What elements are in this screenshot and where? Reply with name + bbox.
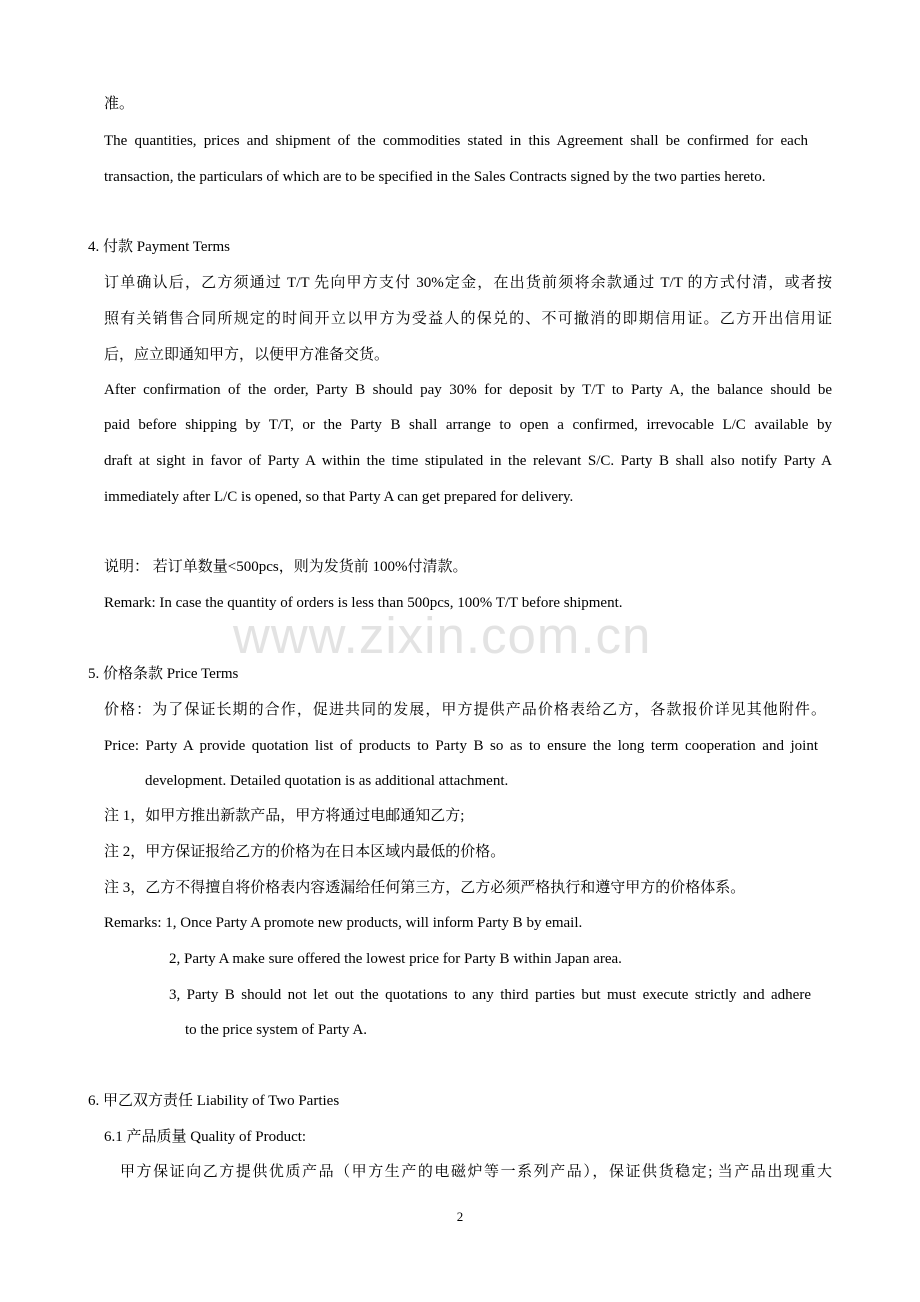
section4-remark-cn: 说明： 若订单数量<500pcs，则为发货前 100%付清款。 — [104, 559, 468, 575]
section4-heading: 4. 付款 Payment Terms — [88, 239, 230, 255]
section5-en-price-line-1: Price: Party A provide quotation list of products to Party B so as to ensure the long term cooperation and joint — [104, 738, 818, 754]
section5-note-2: 注 2，甲方保证报给乙方的价格为在日本区域内最低的价格。 — [104, 844, 506, 860]
section5-cn-price: 价格：为了保证长期的合作，促进共同的发展，甲方提供产品价格表给乙方，各款报价详见其他附件。 — [104, 702, 826, 718]
section5-en-price-line-2: development. Detailed quotation is as additional attachment. — [145, 773, 509, 789]
section6-heading: 6. 甲乙双方责任 Liability of Two Parties — [88, 1093, 340, 1109]
section3-continuation: 准。 — [104, 96, 135, 112]
section4-en-line-2: paid before shipping by T/T, or the Party B shall arrange to open a confirmed, irrevocable L/C available by — [104, 417, 832, 433]
section5-remarks-1: Remarks: 1, Once Party A promote new products, will inform Party B by email. — [104, 915, 583, 931]
section3-en-line-2: transaction, the particulars of which are to be specified in the Sales Contracts signed by the two parties hereto. — [104, 169, 766, 185]
section4-en-line-4: immediately after L/C is opened, so that Party A can get prepared for delivery. — [104, 489, 574, 505]
page-number: 2 — [456, 1209, 464, 1224]
section4-cn-line-1: 订单确认后，乙方须通过 T/T 先向甲方支付 30%定金，在出货前须将余款通过 T/T 的方式付清，或者按 — [104, 275, 832, 291]
section5-note-3: 注 3，乙方不得擅自将价格表内容透漏给任何第三方，乙方必须严格执行和遵守甲方的价格体系。 — [104, 880, 746, 896]
section4-cn-line-3: 后，应立即通知甲方，以便甲方准备交货。 — [104, 347, 390, 363]
watermark: www.zixin.com.cn — [233, 607, 652, 664]
section5-remarks-2: 2, Party A make sure offered the lowest price for Party B within Japan area. — [169, 951, 622, 967]
section4-remark-en: Remark: In case the quantity of orders is less than 500pcs, 100% T/T before shipment. — [104, 595, 623, 611]
section5-remarks-3b: to the price system of Party A. — [185, 1022, 368, 1038]
section6-sub-heading: 6.1 产品质量 Quality of Product: — [104, 1129, 307, 1145]
section5-heading: 5. 价格条款 Price Terms — [88, 666, 239, 682]
section4-en-line-1: After confirmation of the order, Party B should pay 30% for deposit by T/T to Party A, the balance should be — [104, 382, 832, 398]
section5-note-1: 注 1，如甲方推出新款产品，甲方将通过电邮通知乙方; — [104, 808, 465, 824]
section5-remarks-3a: 3, Party B should not let out the quotations to any third parties but must execute strictly and adhere — [169, 987, 811, 1003]
section3-en-line-1: The quantities, prices and shipment of the commodities stated in this Agreement shall be confirmed for each — [104, 133, 808, 149]
section4-en-line-3: draft at sight in favor of Party A within the time stipulated in the relevant S/C. Party B shall also notify Party A — [104, 453, 832, 469]
section6-cn-line-1: 甲方保证向乙方提供优质产品（甲方生产的电磁炉等一系列产品），保证供货稳定; 当产品出现重大 — [120, 1164, 832, 1180]
section4-cn-line-2: 照有关销售合同所规定的时间开立以甲方为受益人的保兑的、不可撤消的即期信用证。乙方开出信用证 — [104, 311, 832, 327]
